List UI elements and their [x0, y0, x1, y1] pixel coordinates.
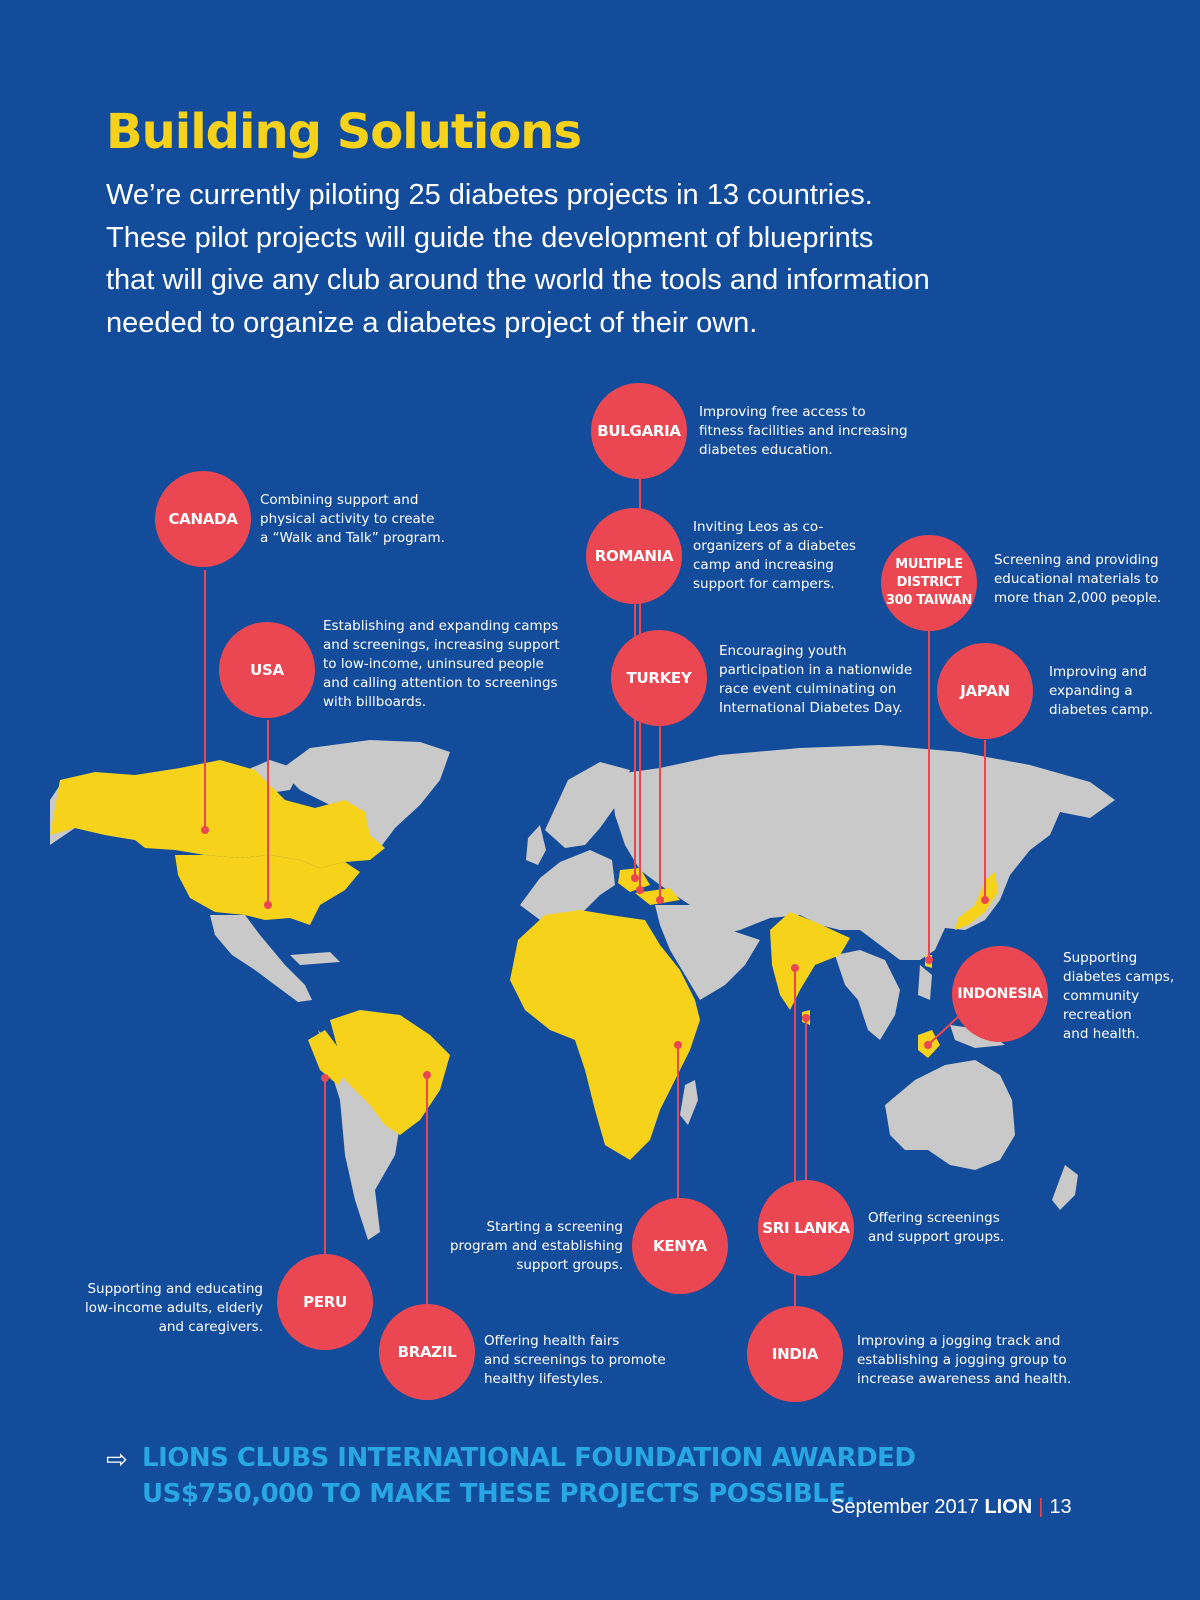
desc-line: Starting a screening	[486, 1219, 623, 1235]
romania-badge: ROMANIA	[586, 508, 682, 604]
desc-line: organizers of a diabetes	[693, 538, 856, 554]
footer-separator: |	[1038, 1496, 1044, 1518]
desc-line: expanding a	[1049, 683, 1133, 699]
dot-turkey	[656, 896, 664, 904]
page-title: Building Solutions	[106, 104, 582, 160]
desc-line: Screening and providing	[994, 552, 1159, 568]
srilanka-badge: SRI LANKA	[758, 1180, 854, 1276]
canada-description	[260, 491, 445, 548]
desc-line: Inviting Leos as co-	[693, 519, 824, 535]
indonesia-description	[1063, 949, 1174, 1044]
outline-right-arrow-icon: ⇨	[106, 1444, 128, 1474]
kenya-badge: KENYA	[632, 1198, 728, 1294]
desc-line: diabetes camps,	[1063, 969, 1175, 985]
canada-badge: CANADA	[155, 471, 251, 567]
philippines-shape	[918, 965, 932, 1000]
badge-line: MULTIPLE	[895, 557, 963, 572]
desc-line: Improving free access to	[699, 404, 866, 420]
desc-line: educational materials to	[994, 571, 1159, 587]
dot-indonesia	[924, 1041, 932, 1049]
dot-usa	[264, 901, 272, 909]
desc-line: and health.	[1063, 1026, 1140, 1042]
desc-line: healthy lifestyles.	[484, 1371, 604, 1387]
dot-peru	[321, 1074, 329, 1082]
bulgaria-badge: BULGARIA	[591, 383, 687, 479]
japan-description	[1049, 663, 1153, 720]
issue-date: September 2017	[831, 1496, 979, 1518]
desc-line: physical activity to create	[260, 511, 435, 527]
india-badge: INDIA	[747, 1306, 843, 1402]
desc-line: Offering health fairs	[484, 1333, 620, 1349]
intro-line: We’re currently piloting 25 diabetes projects in 13 countries.	[106, 179, 873, 211]
dot-brazil	[423, 1071, 431, 1079]
desc-line: Offering screenings	[868, 1210, 1000, 1226]
peru-description	[85, 1280, 263, 1337]
desc-line: Supporting	[1063, 950, 1138, 966]
desc-line: Establishing and expanding camps	[323, 618, 559, 634]
britain-shape	[526, 825, 546, 865]
bulgaria-description	[699, 403, 908, 460]
dot-canada	[201, 826, 209, 834]
dot-taiwan	[925, 956, 933, 964]
desc-line: support for campers.	[693, 576, 835, 592]
madagascar-shape	[680, 1080, 698, 1125]
dot-romania	[631, 874, 639, 882]
desc-line: and screenings, increasing support	[323, 637, 560, 653]
srilanka-description	[868, 1209, 1004, 1247]
desc-line: more than 2,000 people.	[994, 590, 1162, 606]
desc-line: community	[1063, 988, 1140, 1004]
brazil-description	[484, 1332, 666, 1389]
peru-badge: PERU	[277, 1254, 373, 1350]
page-footer	[831, 1496, 1072, 1519]
desc-line: and screenings to promote	[484, 1352, 666, 1368]
turkey-description	[719, 642, 912, 718]
usa-badge: USA	[219, 622, 315, 718]
desc-line: and support groups.	[868, 1229, 1005, 1245]
desc-line: recreation	[1063, 1007, 1132, 1023]
dot-japan	[981, 896, 989, 904]
dot-kenya	[674, 1041, 682, 1049]
desc-line: International Diabetes Day.	[719, 700, 903, 716]
desc-line: establishing a jogging group to	[857, 1352, 1067, 1368]
desc-line: with billboards.	[323, 694, 427, 710]
dot-bulgaria	[636, 886, 644, 894]
desc-line: to low-income, uninsured people	[323, 656, 544, 672]
award-statement	[142, 1440, 915, 1512]
desc-line: program and establishing	[449, 1238, 623, 1254]
page-number: 13	[1049, 1496, 1072, 1518]
desc-line: race event culminating on	[719, 681, 897, 697]
dot-srilanka	[802, 1014, 810, 1022]
award-line: US$750,000 TO MAKE THESE PROJECTS POSSIBLE.	[142, 1479, 855, 1509]
brazil-badge: BRAZIL	[379, 1304, 475, 1400]
intro-line: These pilot projects will guide the development of blueprints	[106, 221, 874, 254]
intro-line: needed to organize a diabetes project of their own.	[106, 306, 758, 339]
japan-badge: JAPAN	[937, 643, 1033, 739]
taiwan-badge	[881, 535, 977, 631]
desc-line: Improving a jogging track and	[857, 1333, 1061, 1349]
turkey-badge: TURKEY	[611, 630, 707, 726]
new-zealand-shape	[1052, 1165, 1078, 1210]
southeast-asia-shape	[835, 950, 900, 1040]
desc-line: Combining support and	[260, 492, 419, 508]
desc-line: participation in a nationwide	[719, 662, 913, 678]
magazine-brand: LION	[984, 1496, 1033, 1518]
desc-line: a “Walk and Talk” program.	[260, 530, 445, 546]
desc-line: low-income adults, elderly	[85, 1300, 263, 1316]
badge-line: 300 TAIWAN	[885, 593, 973, 608]
desc-line: fitness facilities and increasing	[699, 423, 908, 439]
romania-description	[693, 518, 856, 594]
usa-description	[323, 617, 560, 712]
desc-line: camp and increasing	[693, 557, 834, 573]
desc-line: Improving and	[1049, 664, 1147, 680]
india-description	[857, 1332, 1071, 1389]
desc-line: Supporting and educating	[87, 1281, 263, 1297]
desc-line: support groups.	[516, 1257, 623, 1273]
caribbean-shape	[290, 952, 340, 965]
badge-line: DISTRICT	[896, 575, 962, 590]
desc-line: Encouraging youth	[719, 643, 847, 659]
intro-text	[106, 174, 1086, 344]
desc-line: increase awareness and health.	[857, 1371, 1072, 1387]
australia-shape	[885, 1060, 1015, 1170]
intro-line: that will give any club around the world the tools and information	[106, 264, 930, 296]
desc-line: diabetes camp.	[1049, 702, 1154, 718]
indonesia-badge: INDONESIA	[952, 946, 1048, 1042]
desc-line: diabetes education.	[699, 442, 833, 458]
desc-line: and calling attention to screenings	[323, 675, 558, 691]
desc-line: and caregivers.	[158, 1319, 263, 1335]
taiwan-description	[994, 551, 1161, 608]
kenya-description	[450, 1218, 623, 1275]
dot-india	[791, 964, 799, 972]
award-line: LIONS CLUBS INTERNATIONAL FOUNDATION AWARDED	[142, 1443, 916, 1473]
